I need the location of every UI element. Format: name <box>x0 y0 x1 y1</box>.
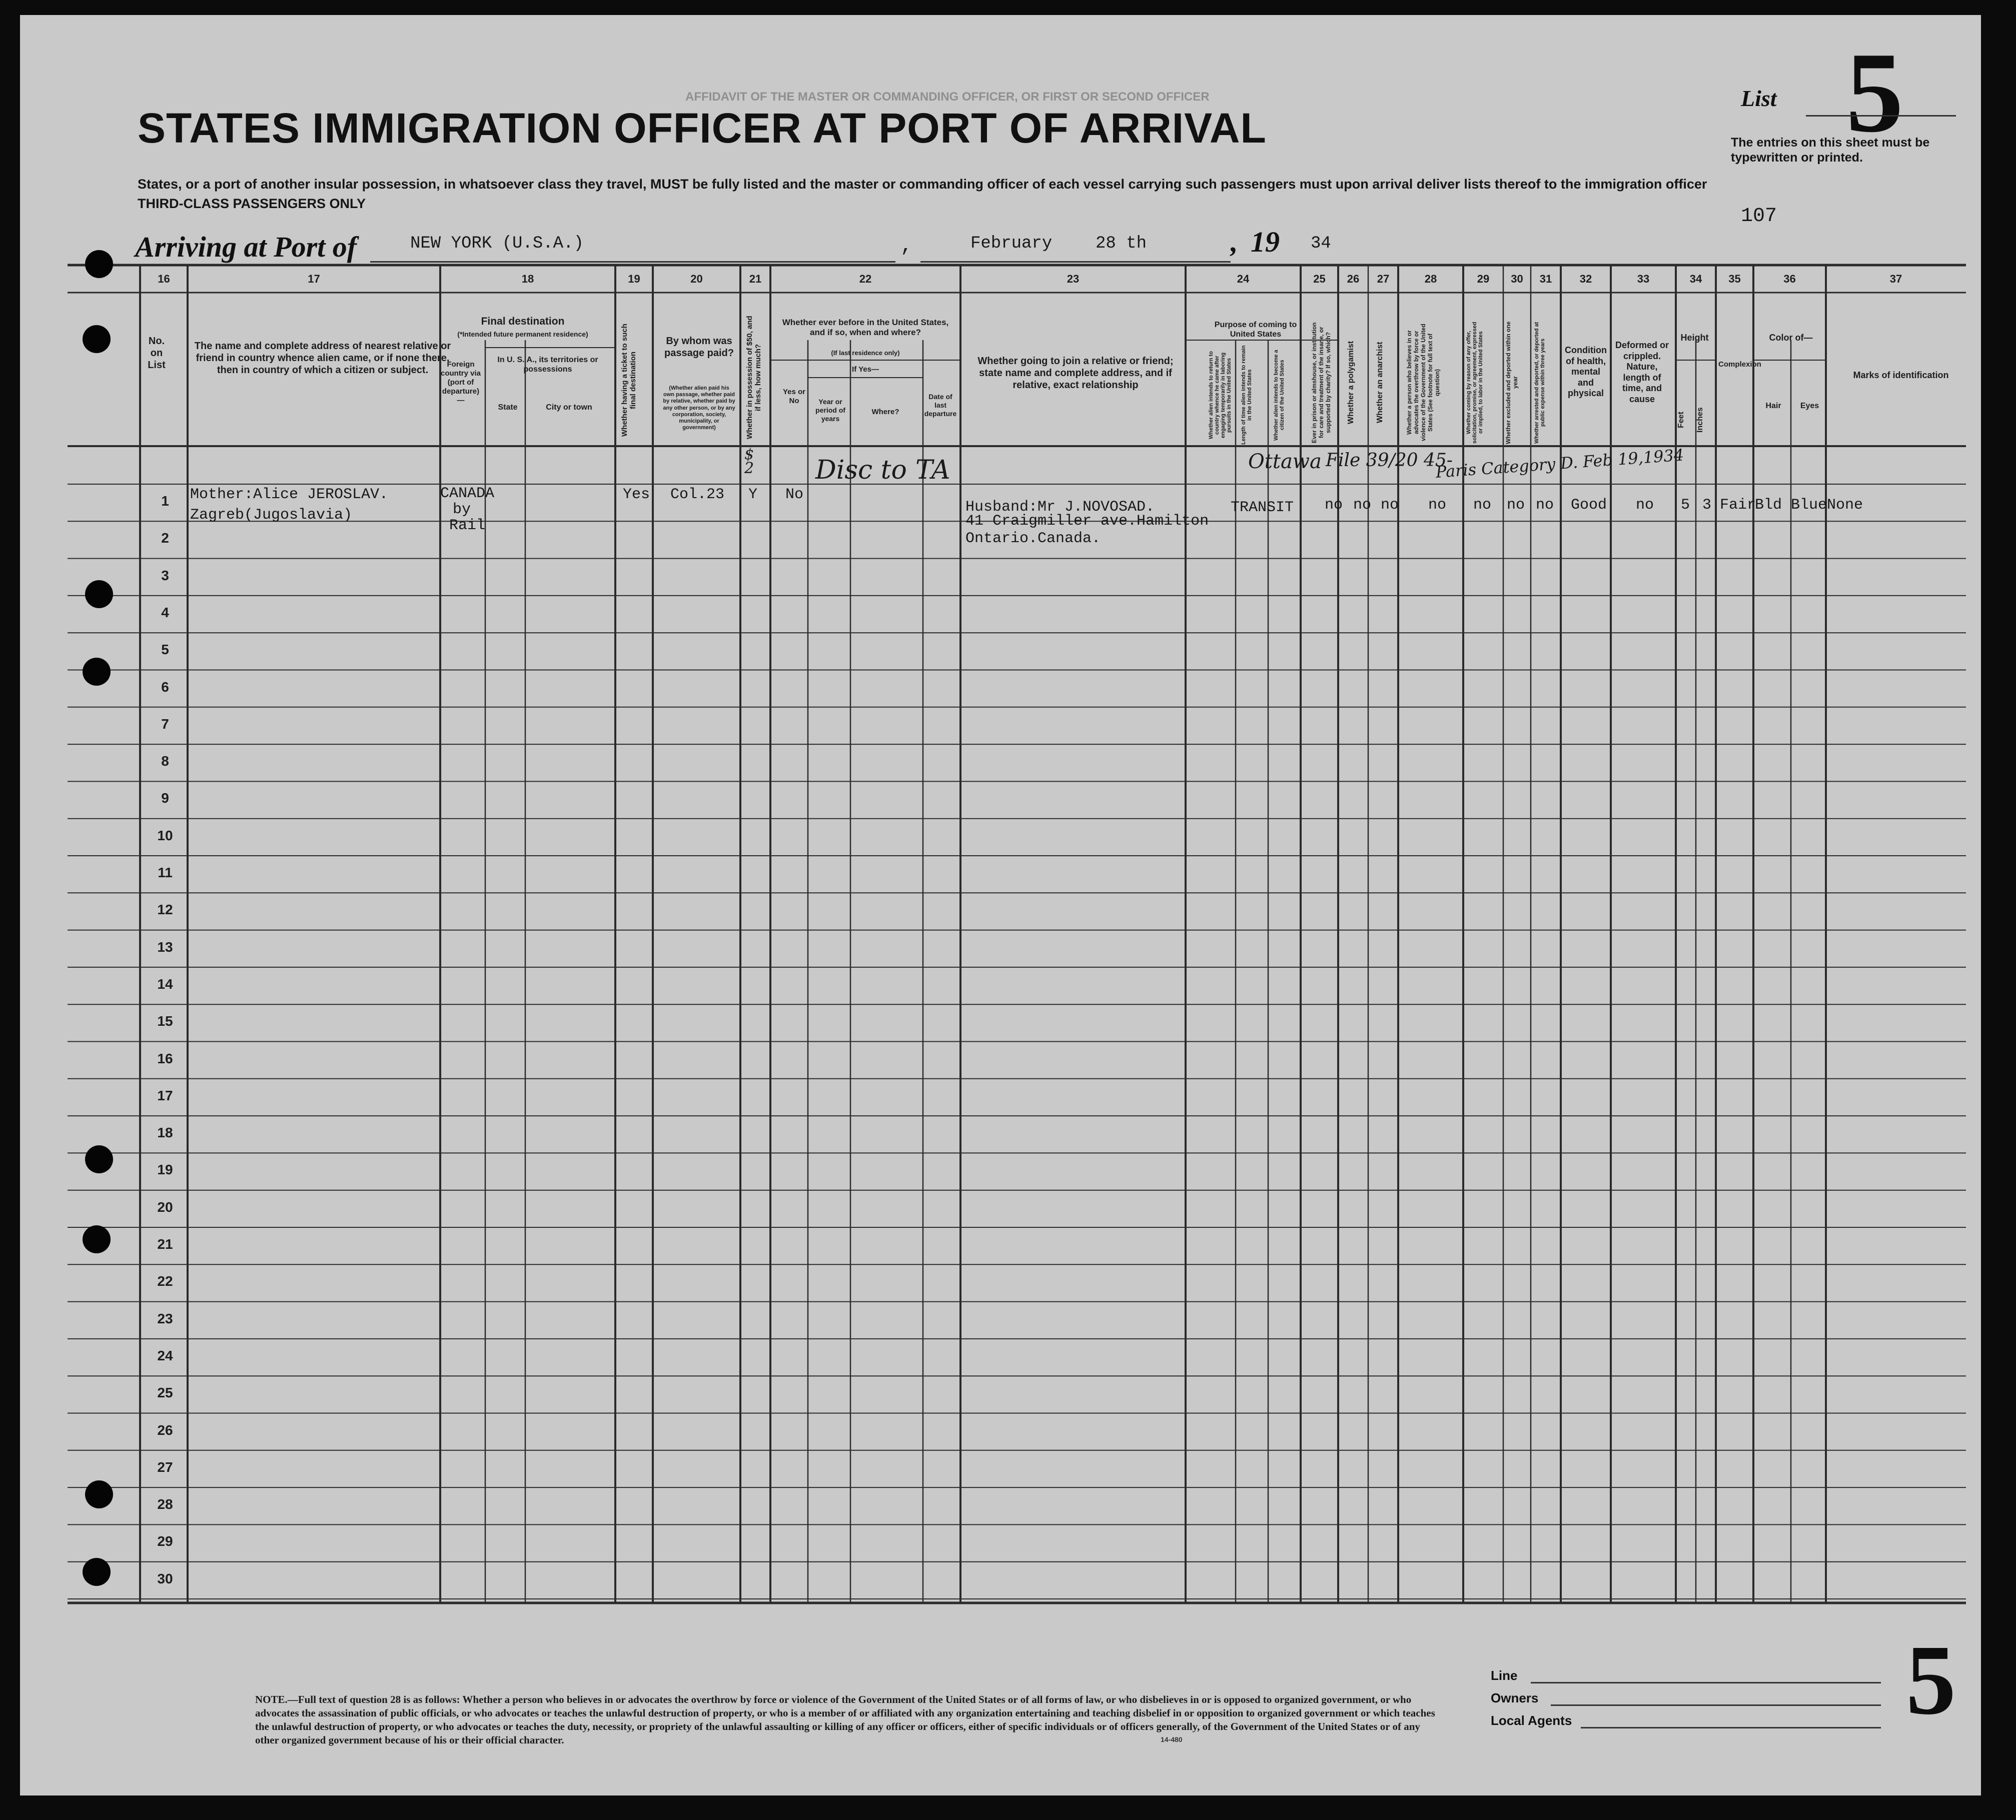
header-health: Condition of health, mental and physical <box>1565 345 1607 399</box>
column-number: 28 <box>1424 273 1437 285</box>
column-number: 31 <box>1539 273 1552 285</box>
header-date-departure: Date of last departure <box>924 393 957 418</box>
header-join-relative: Whether going to join a relative or friend; state name and complete address, and if relative, exact relationship <box>977 356 1174 391</box>
column-number: 19 <box>628 273 640 285</box>
column-number: 32 <box>1579 273 1592 285</box>
punch-hole <box>83 1225 111 1253</box>
row-number: 27 <box>157 1459 173 1475</box>
header-offer: Whether coming by reason of any offer, solicitation, promise, or agreement, expressed or implied, to labor in the United States <box>1466 322 1484 444</box>
row-number: 17 <box>157 1087 173 1103</box>
row-number: 4 <box>161 604 169 620</box>
header-arrested: Whether arrested and deported, or deported at public expense within three years <box>1534 322 1546 444</box>
column-number: 29 <box>1477 273 1490 285</box>
punch-hole <box>85 1480 113 1508</box>
form-subtitle: States, or a port of another insular possession, in whatsoever class they travel, MUST be fully listed and the master or commanding officer of each vessel carrying such passengers must upon arrival deliver lists thereof to the immigration officer <box>138 177 1707 192</box>
affidavit-faded-line: AFFIDAVIT OF THE MASTER OR COMMANDING OFFICER, OR FIRST OR SECOND OFFICER <box>685 90 1210 104</box>
year-suffix: 34 <box>1311 234 1331 253</box>
row-number: 20 <box>157 1199 173 1215</box>
row-number: 25 <box>157 1385 173 1401</box>
marks-value: None <box>1827 497 1863 514</box>
column-number: 36 <box>1783 273 1796 285</box>
column-number: 30 <box>1511 273 1523 285</box>
header-in-usa: In U. S. A., its territories or possessions <box>497 356 598 374</box>
column-number: 22 <box>859 273 872 285</box>
punch-hole <box>83 1558 111 1586</box>
row-number: 2 <box>161 530 169 546</box>
punch-hole <box>83 658 111 686</box>
list-label: List <box>1741 86 1777 111</box>
header-year: Year or period of years <box>815 398 845 423</box>
row-number: 18 <box>157 1125 173 1141</box>
header-state: State <box>498 403 518 412</box>
handwritten-ottawa: Ottawa <box>1248 450 1322 473</box>
column-number: 37 <box>1889 273 1902 285</box>
ever-before-value: No <box>785 486 804 503</box>
column-number: 24 <box>1237 273 1250 285</box>
header-ticket: Whether having a ticket to such final destination <box>620 324 637 437</box>
column-number: 25 <box>1313 273 1326 285</box>
header-overthrow: Whether a person who believes in or advocates the overthrow by force or violence of the Government of the United States (See footnote for full text of question) <box>1406 324 1441 442</box>
header-feet: Feet <box>1677 412 1685 429</box>
punch-hole <box>83 325 111 353</box>
feet-value: 5 <box>1681 497 1690 514</box>
handwritten-file: File 39/20 45- <box>1326 450 1453 471</box>
money-handwritten: $ 2 <box>744 446 754 477</box>
header-polygamist: Whether a polygamist <box>1347 341 1355 425</box>
prison-value: no <box>1325 497 1343 514</box>
handwritten-disc: Disc to <box>815 455 907 485</box>
punch-hole <box>85 250 113 278</box>
header-inches: Inches <box>1696 407 1704 433</box>
header-hair: Hair <box>1765 402 1781 410</box>
header-where: Where? <box>871 408 899 416</box>
header-ever-before: Whether ever before in the United States, and if so, when and where? <box>782 318 949 338</box>
header-anarchist: Whether an anarchist <box>1376 342 1384 424</box>
header-color: Color of— <box>1769 333 1813 343</box>
foreign-line-2: by <box>453 501 471 518</box>
row-number: 13 <box>157 939 173 955</box>
column-number: 35 <box>1728 273 1741 285</box>
row-number: 12 <box>157 902 173 918</box>
hair-value: Bld <box>1755 497 1782 514</box>
row-number: 7 <box>161 716 169 732</box>
join-line-2: 41 Craigmiller ave.Hamilton <box>965 513 1209 530</box>
manifest-sheet: AFFIDAVIT OF THE MASTER OR COMMANDING OFFICER, OR FIRST OR SECOND OFFICER STATES IMMIGRATION OFFICER AT PORT OF ARRIVAL States, or a port of another insular possession, in whatsoever class they travel, MUST be fully listed and the master or commanding officer of each vessel carrying such passengers must upon arrival deliver lists thereof to the immigration officer THIRD-CLASS PASSENGERS ONLY Arriving at Port of NEW YORK (U.S.A.) , February 28 th , 19 34 List 5 The entries on this sheet must be typewritten or printed. 107 16 17 18 19 20 21 22 23 24 25 26 27 28 29 30 31 32 33 34 35 36 37 No. on List The name and complete address of nearest relative or friend in country whence alien came, or if none there, then in country of which a citizen or subject. Final destination (*Intended future permanent residence) Foreign country via (port of departure)— In U. S. A., its territories or possessions State City or town Whether having a ticket to such final destination By whom was passage paid? (Whether alien paid his own passage, whether paid by relative, whether paid by any other person, or by any corporation, society, municipality, or government) Whether in possession of $50, and if less, how much? Whether ever before in the United States, and if so, when and where? (If last residence only) Yes or No If Yes— Year or period of years Where? Date of last departure Whether going to join a relative or friend; state name and complete address, and if relative, exact relationship Purpose of coming to United States Whether alien intends to return to country whence he came after engaging temporarily in laboring pursuits in the United States Length of time alien intends to remain in the United States Whether alien intends to become a citizen of the United States Ever in prison or almshouse, or institution for care and treatment of the insane, or supported by charity? If so, which? Whether a polygamist Whether an anarchist Whether a person who believes in or advocates the overthrow by force or violence of the Government of the United States (See footnote for full text of question) Whether coming by reason of any offer, solicitation, promise, or agreement, expressed or implied, to labor in the United States Whether excluded and deported within one year Whether arrested and deported, or deported at public expense within three years Condition of health, mental and physical Deformed or crippled. Nature, length of time, and cause Height Feet Inches Complexion Color of— Hair Eyes Marks of identification 1 2 3 4 5 6 7 8 9 10 11 12 13 14 15 16 17 18 19 20 21 22 23 24 25 26 27 28 29 30 Mother:Alice JEROSLAV. Zagreb(Jugoslavia) CANADA by Rail Yes Col.23 Y $ 2 No Disc to TA Husband:Mr J.NOVOSAD. 41 Craigmiller ave.Hamilton Ontario.Canada. TRANSIT Ottawa File 39/20 45- Paris Category D. Feb 19,1934 no no no no no no no Good no 5 3 Fair Bld Blue None NOTE.—Full text of question 28 is as follows: Whether a person who believes in or advocates the overthrow by force or violence of the Government of the United States or of all forms of law, or who disbelieves in or is opposed to organized government, or who advocates the assassination of public officials, or who advocates or teaches the unlawful destruction of property, or who is a member of or affiliated with any organization entertaining and teaching disbelief in or opposition to organized government or which teaches the unlawful destruction of property, or who advocates or teaches the duty, necessity, or propriety of the unlawful assaulting or killing of any officer or officers, either of specific individuals or of officers generally, of the Government of the United States or of any other organized government because of his or their official character. 14-480 Line Owners Local Agents 5 <box>20 15 1981 1795</box>
polygamist-value: no <box>1353 497 1372 514</box>
header-foreign-country: Foreign country via (port of departure)— <box>440 360 481 405</box>
eyes-value: Blue <box>1791 497 1827 514</box>
join-line-1: Husband:Mr J.NOVOSAD. <box>965 499 1155 516</box>
inches-value: 3 <box>1702 497 1712 514</box>
row-number: 6 <box>161 679 169 695</box>
header-prison: Ever in prison or almshouse, or institution for care and treatment of the insane, or supported by charity? If so, which? <box>1311 322 1332 443</box>
column-number: 20 <box>690 273 703 285</box>
column-number: 27 <box>1377 273 1390 285</box>
header-passage-paid: By whom was passage paid? <box>664 336 734 359</box>
header-money: Whether in possession of $50, and if less, how much? <box>745 316 762 440</box>
year-prefix: 19 <box>1251 226 1280 258</box>
row-number: 29 <box>157 1533 173 1549</box>
footnote-question-28: NOTE.—Full text of question 28 is as follows: Whether a person who believes in or advocates the overthrow by force or violence of the Government of the United States or of all forms of law, or who disbelieves in or is opposed to organized government, or who advocates the assassination of public officials, or who advocates or teaches the unlawful destruction of property, or who is a member of or affiliated with any organization entertaining and teaching disbelief in or opposition to organized government or which teaches the unlawful destruction of property, or who advocates or teaches the duty, necessity, or propriety of the unlawful assaulting or killing of any officer or officers, either of specific individuals or of officers generally, of the Government of the United States or of any other organized government because of his or their official character. <box>255 1693 1435 1746</box>
owners-label: Owners <box>1491 1690 1539 1705</box>
header-height: Height <box>1680 333 1709 343</box>
row-number: 26 <box>157 1422 173 1438</box>
punch-hole <box>85 580 113 608</box>
header-purpose: Purpose of coming to United States <box>1214 321 1297 339</box>
row-number: 11 <box>158 865 173 880</box>
port-underline <box>370 261 895 263</box>
header-eyes: Eyes <box>1800 402 1819 410</box>
row-number: 3 <box>161 567 169 583</box>
deformed-value: no <box>1636 497 1654 514</box>
list-note: The entries on this sheet must be typewritten or printed. <box>1731 136 1930 165</box>
arriving-label: Arriving at Port of <box>135 231 357 263</box>
row-number: 22 <box>157 1273 173 1289</box>
class-line: THIRD-CLASS PASSENGERS ONLY <box>138 196 366 211</box>
row-number: 9 <box>161 790 169 806</box>
day-value: 28 th <box>1096 234 1147 253</box>
header-excluded: Whether excluded and deported within one year <box>1505 321 1519 444</box>
excluded-value: no <box>1507 497 1525 514</box>
header-final-destination: Final destination <box>481 316 565 327</box>
punch-hole <box>85 1145 113 1173</box>
anarchist-value: no <box>1381 497 1399 514</box>
form-title: STATES IMMIGRATION OFFICER AT PORT OF ARRIVAL <box>138 105 1267 152</box>
header-city: City or town <box>546 403 592 412</box>
money-value: Y <box>748 486 758 503</box>
header-deformed: Deformed or crippled. Nature, length of time, and cause <box>1615 340 1669 404</box>
header-no-on-list: No. on List <box>148 336 166 371</box>
row-number: 23 <box>157 1310 173 1326</box>
row-number: 1 <box>161 493 169 509</box>
passage-paid-value: Col.23 <box>670 486 725 503</box>
join-line-3: Ontario.Canada. <box>965 530 1101 547</box>
footer-big-number: 5 <box>1906 1625 1956 1735</box>
header-relative: The name and complete address of nearest relative or friend in country whence alien came, or if none there, then in country of which a citizen or subject. <box>194 341 451 376</box>
row-number: 30 <box>157 1570 173 1586</box>
header-yes-no: Yes or No <box>782 388 806 405</box>
row-number: 19 <box>157 1162 173 1178</box>
line-label: Line <box>1491 1668 1518 1683</box>
foreign-line-1: CANADA <box>440 485 495 502</box>
column-number: 23 <box>1067 273 1080 285</box>
health-value: Good <box>1571 497 1607 514</box>
arrested-value: no <box>1536 497 1554 514</box>
row-number: 28 <box>157 1496 173 1512</box>
local-agents-label: Local Agents <box>1491 1713 1572 1728</box>
date-underline <box>920 261 1231 263</box>
relative-line-1: Mother:Alice JEROSLAV. <box>190 486 389 503</box>
column-number: 26 <box>1347 273 1360 285</box>
row-number: 5 <box>161 642 169 658</box>
handwritten-category: Paris Category D. Feb 19,1934 <box>1435 445 1685 482</box>
column-number: 18 <box>521 273 534 285</box>
relative-line-2: Zagreb(Jugoslavia) <box>190 507 353 524</box>
month-value: February <box>970 234 1053 253</box>
column-number: 17 <box>308 273 320 285</box>
foreign-line-3: Rail <box>449 517 486 534</box>
overthrow-value: no <box>1428 497 1447 514</box>
column-number: 34 <box>1689 273 1702 285</box>
purpose-value: TRANSIT <box>1231 499 1294 516</box>
row-number: 16 <box>157 1050 173 1066</box>
row-number: 24 <box>157 1347 173 1363</box>
complexion-value: Fair <box>1720 497 1756 514</box>
row-number: 8 <box>161 753 169 769</box>
header-complexion: Complexion <box>1718 360 1761 369</box>
row-number: 15 <box>157 1013 173 1029</box>
ticket-value: Yes <box>623 486 650 503</box>
row-number: 21 <box>157 1236 173 1252</box>
column-number: 16 <box>158 273 170 285</box>
row-number: 14 <box>157 976 173 992</box>
form-number: 14-480 <box>1161 1735 1183 1743</box>
handwritten-ta: TA <box>915 455 950 485</box>
header-marks: Marks of identification <box>1853 370 1949 380</box>
column-number: 21 <box>749 273 762 285</box>
list-number: 5 <box>1846 29 1903 156</box>
port-value: NEW YORK (U.S.A.) <box>410 234 584 253</box>
row-number: 10 <box>157 827 173 843</box>
sheet-number: 107 <box>1741 205 1777 228</box>
column-number: 33 <box>1637 273 1650 285</box>
offer-value: no <box>1473 497 1492 514</box>
